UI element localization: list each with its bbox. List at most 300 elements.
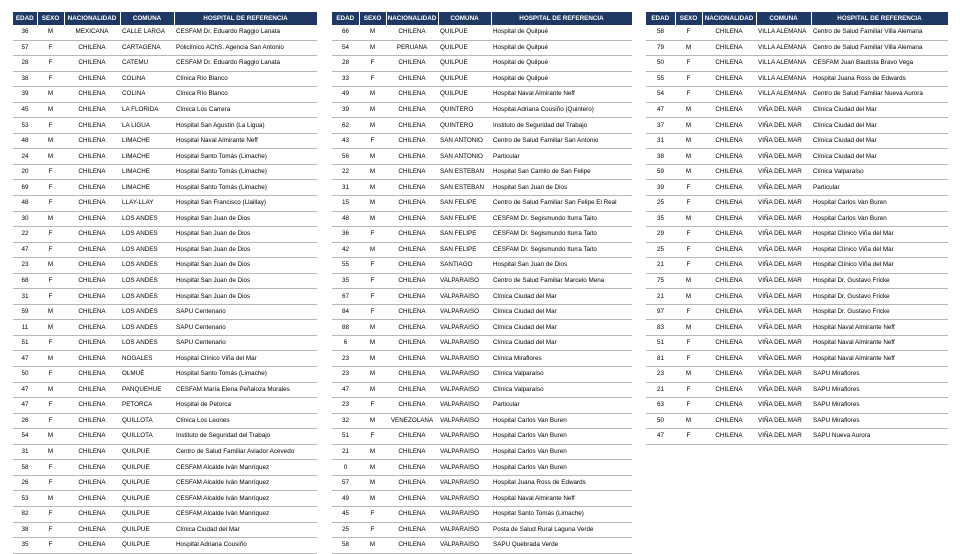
nacionalidad-cell: CHILENA (702, 102, 756, 118)
sexo-cell: M (37, 211, 64, 227)
table-row (13, 351, 317, 367)
edad-cell: 55 (332, 258, 359, 274)
comuna-cell: QUILPUE (438, 40, 491, 56)
sexo-cell: F (37, 180, 64, 196)
comuna-cell: QUILPUE (120, 506, 174, 522)
table-row (13, 320, 317, 336)
sexo-cell: M (37, 87, 64, 103)
table-row (13, 25, 317, 40)
table-row (13, 491, 317, 507)
edad-cell: 23 (13, 258, 37, 274)
comuna-cell: VALPARAISO (438, 460, 491, 476)
comuna-cell: VALPARAISO (438, 320, 491, 336)
table-row (332, 211, 632, 227)
nacionalidad-cell: CHILENA (386, 506, 438, 522)
comuna-cell: VALPARAISO (438, 351, 491, 367)
nacionalidad-cell: CHILENA (386, 102, 438, 118)
sexo-cell: F (359, 522, 386, 538)
hospital-cell: Clínica Ciudad del Mar (811, 133, 948, 149)
table-row (646, 40, 948, 56)
comuna-cell: QUILPUE (120, 475, 174, 491)
edad-cell: 42 (332, 242, 359, 258)
hospital-cell: SAPU Miraflores (811, 413, 948, 429)
edad-cell: 59 (13, 304, 37, 320)
edad-cell: 48 (13, 133, 37, 149)
edad-cell: 50 (646, 56, 675, 72)
edad-cell: 53 (13, 118, 37, 134)
sexo-cell: F (359, 56, 386, 72)
hospital-cell: CESFAM Alcalde Iván Manríquez (174, 475, 317, 491)
comuna-cell: VIÑA DEL MAR (756, 382, 811, 398)
nacionalidad-cell: CHILENA (64, 304, 120, 320)
nacionalidad-cell: CHILENA (64, 320, 120, 336)
edad-cell: 53 (13, 491, 37, 507)
hospital-cell: Hospital de Quilpué (491, 25, 632, 40)
hospital-cell: Centro de Salud Familiar San Felipe El Real (491, 196, 632, 212)
nacionalidad-cell: CHILENA (386, 227, 438, 243)
comuna-cell: VALPARAISO (438, 335, 491, 351)
table-row (646, 429, 948, 445)
comuna-cell: QUILLOTA (120, 413, 174, 429)
comuna-cell: VIÑA DEL MAR (756, 180, 811, 196)
edad-cell: 22 (332, 164, 359, 180)
nacionalidad-cell: CHILENA (386, 273, 438, 289)
nacionalidad-cell: CHILENA (386, 180, 438, 196)
table-row (332, 258, 632, 274)
edad-cell: 26 (13, 475, 37, 491)
edad-cell: 11 (13, 320, 37, 336)
sexo-cell: F (675, 180, 702, 196)
edad-cell: 38 (13, 522, 37, 538)
table-row (13, 429, 317, 445)
comuna-cell: VALPARAISO (438, 506, 491, 522)
hospital-cell: SAPU Quebrada Verde (491, 538, 632, 554)
table-row (332, 335, 632, 351)
hospital-cell: Hospital Adriana Cousiño (Quintero) (491, 102, 632, 118)
nacionalidad-cell: CHILENA (64, 242, 120, 258)
hospital-cell: Centro de Salud Familiar Villa Alemana (811, 40, 948, 56)
edad-cell: 30 (13, 211, 37, 227)
hospital-cell: Hospital Naval Almirante Neff (811, 351, 948, 367)
edad-cell: 15 (332, 196, 359, 212)
hospital-cell: Hospital de Quilpué (491, 40, 632, 56)
table-row (332, 196, 632, 212)
nacionalidad-cell: CHILENA (386, 351, 438, 367)
table-row (646, 56, 948, 72)
sexo-cell: M (675, 102, 702, 118)
table-row (646, 164, 948, 180)
edad-cell: 23 (332, 351, 359, 367)
comuna-cell: VIÑA DEL MAR (756, 211, 811, 227)
comuna-cell: VILLA ALEMANA (756, 56, 811, 72)
hospital-cell: Hospital Naval Almirante Neff (491, 87, 632, 103)
edad-cell: 20 (13, 164, 37, 180)
nacionalidad-cell: CHILENA (386, 289, 438, 305)
comuna-cell: VIÑA DEL MAR (756, 196, 811, 212)
hospital-cell: Clínica Ciudad del Mar (811, 102, 948, 118)
nacionalidad-cell: CHILENA (64, 335, 120, 351)
sexo-cell: M (359, 149, 386, 165)
edad-cell: 47 (332, 382, 359, 398)
nacionalidad-cell: CHILENA (702, 398, 756, 414)
nacionalidad-cell: CHILENA (702, 382, 756, 398)
sexo-cell: F (675, 429, 702, 445)
hospital-cell: CESFAM Dr. Segismundo Iturra Taito (491, 242, 632, 258)
nacionalidad-cell: CHILENA (386, 538, 438, 554)
edad-cell: 51 (646, 335, 675, 351)
hospital-cell: SAPU Centenario (174, 335, 317, 351)
sexo-cell: M (37, 258, 64, 274)
sexo-cell: M (359, 460, 386, 476)
edad-cell: 6 (332, 335, 359, 351)
table-row (646, 304, 948, 320)
hospital-cell: Hospital de Quilpué (491, 71, 632, 87)
comuna-cell: VIÑA DEL MAR (756, 289, 811, 305)
hospital-cell: Hospital de Petorca (174, 398, 317, 414)
sexo-cell: M (37, 351, 64, 367)
table-row (13, 164, 317, 180)
edad-header: EDAD (332, 12, 359, 25)
hospital-cell: Hospital Adriana Cousiño (174, 538, 317, 554)
edad-cell: 47 (13, 351, 37, 367)
edad-cell: 84 (332, 304, 359, 320)
table-row (13, 133, 317, 149)
hospital-cell: SAPU Miraflores (811, 382, 948, 398)
sexo-cell: M (359, 367, 386, 383)
edad-cell: 62 (332, 118, 359, 134)
hospital-cell: Hospital Clínico Viña del Mar (811, 227, 948, 243)
hospital-cell: CESFAM Juan Bautista Bravo Vega (811, 56, 948, 72)
sexo-cell: F (359, 258, 386, 274)
sexo-cell: M (359, 87, 386, 103)
comuna-cell: VIÑA DEL MAR (756, 242, 811, 258)
table-row (332, 149, 632, 165)
nacionalidad-cell: CHILENA (64, 460, 120, 476)
comuna-cell: PETORCA (120, 398, 174, 414)
comuna-header: COMUNA (438, 12, 491, 25)
hospital-cell: Hospital Santo Tomás (Limache) (174, 180, 317, 196)
sexo-cell: F (37, 413, 64, 429)
table-header (332, 12, 632, 25)
edad-cell: 54 (332, 40, 359, 56)
nacionalidad-cell: CHILENA (702, 164, 756, 180)
table-row (13, 335, 317, 351)
nacionalidad-cell: CHILENA (702, 149, 756, 165)
table-row (13, 87, 317, 103)
nacionalidad-cell: CHILENA (64, 273, 120, 289)
nacionalidad-header: NACIONALIDAD (702, 12, 756, 25)
nacionalidad-cell: CHILENA (64, 538, 120, 554)
comuna-cell: CARTAGENA (120, 40, 174, 56)
sexo-cell: F (359, 289, 386, 305)
edad-cell: 22 (13, 227, 37, 243)
table-row (13, 289, 317, 305)
nacionalidad-cell: CHILENA (386, 242, 438, 258)
comuna-cell: VILLA ALEMANA (756, 40, 811, 56)
hospital-cell: Clínica Los Leones (174, 413, 317, 429)
table-row (332, 444, 632, 460)
edad-cell: 51 (13, 335, 37, 351)
hospital-cell: Hospital San Juan de Dios (491, 180, 632, 196)
edad-cell: 31 (332, 180, 359, 196)
table-row (332, 227, 632, 243)
edad-cell: 45 (13, 102, 37, 118)
nacionalidad-cell: CHILENA (386, 367, 438, 383)
comuna-cell: PANQUEHUE (120, 382, 174, 398)
sexo-cell: F (37, 118, 64, 134)
edad-cell: 21 (332, 444, 359, 460)
comuna-cell: LOS ANDES (120, 211, 174, 227)
nacionalidad-cell: CHILENA (386, 398, 438, 414)
table-row (13, 398, 317, 414)
table-row (13, 242, 317, 258)
sexo-cell: M (675, 164, 702, 180)
nacionalidad-cell: CHILENA (64, 56, 120, 72)
comuna-cell: QUILPUE (120, 538, 174, 554)
hospital-cell: Clínica Ciudad del Mar (491, 289, 632, 305)
table-row (332, 273, 632, 289)
comuna-cell: LIMACHE (120, 133, 174, 149)
sexo-cell: M (37, 382, 64, 398)
sexo-cell: F (675, 71, 702, 87)
hospital-header: HOSPITAL DE REFERENCIA (174, 12, 317, 25)
sexo-cell: M (359, 475, 386, 491)
comuna-cell: VIÑA DEL MAR (756, 164, 811, 180)
edad-cell: 31 (646, 133, 675, 149)
table-row (332, 71, 632, 87)
edad-cell: 47 (646, 102, 675, 118)
table-row (13, 56, 317, 72)
edad-cell: 25 (646, 196, 675, 212)
edad-cell: 43 (332, 133, 359, 149)
edad-cell: 32 (332, 413, 359, 429)
edad-cell: 0 (332, 460, 359, 476)
hospital-cell: CESFAM Alcalde Iván Manríquez (174, 491, 317, 507)
sexo-cell: F (359, 71, 386, 87)
table-row (332, 367, 632, 383)
table-row (646, 149, 948, 165)
table-row (13, 180, 317, 196)
edad-cell: 50 (646, 413, 675, 429)
sexo-cell: F (675, 242, 702, 258)
nacionalidad-cell: CHILENA (702, 429, 756, 445)
nacionalidad-cell: CHILENA (64, 40, 120, 56)
nacionalidad-cell: CHILENA (64, 522, 120, 538)
edad-cell: 25 (646, 242, 675, 258)
table-row (13, 367, 317, 383)
sexo-cell: F (359, 398, 386, 414)
nacionalidad-cell: CHILENA (702, 56, 756, 72)
edad-cell: 47 (13, 242, 37, 258)
hospital-cell: Hospital Clínico Viña del Mar (174, 351, 317, 367)
hospital-cell: Centro de Salud Familiar Marcelo Mena (491, 273, 632, 289)
hospital-header: HOSPITAL DE REFERENCIA (811, 12, 948, 25)
comuna-cell: VALPARAISO (438, 398, 491, 414)
hospital-cell: Particular (491, 398, 632, 414)
hospital-cell: Hospital San Agustín (La Ligua) (174, 118, 317, 134)
comuna-cell: CALLE LARGA (120, 25, 174, 40)
sexo-cell: M (359, 382, 386, 398)
edad-cell: 21 (646, 258, 675, 274)
sexo-cell: M (37, 444, 64, 460)
comuna-cell: QUINTERO (438, 102, 491, 118)
hospital-cell: Hospital Santo Tomás (Limache) (174, 149, 317, 165)
comuna-cell: LOS ANDES (120, 242, 174, 258)
comuna-cell: VALPARAISO (438, 382, 491, 398)
sexo-cell: F (675, 25, 702, 40)
table-row (332, 506, 632, 522)
table-row (13, 538, 317, 554)
comuna-cell: VIÑA DEL MAR (756, 133, 811, 149)
hospital-cell: Clínica Ciudad del Mar (491, 304, 632, 320)
edad-cell: 23 (332, 398, 359, 414)
hospital-cell: Hospital San Juan de Dios (174, 211, 317, 227)
sexo-cell: F (359, 506, 386, 522)
nacionalidad-cell: CHILENA (702, 87, 756, 103)
nacionalidad-cell: CHILENA (386, 118, 438, 134)
sexo-cell: M (37, 304, 64, 320)
comuna-cell: SAN ANTONIO (438, 149, 491, 165)
edad-cell: 58 (646, 25, 675, 40)
hospital-cell: Hospital Juana Ross de Edwards (811, 71, 948, 87)
hospital-cell: CESFAM Dr. Segismundo Iturra Taito (491, 211, 632, 227)
hospital-cell: Clínica Ciudad del Mar (811, 149, 948, 165)
edad-cell: 36 (332, 227, 359, 243)
hospital-cell: Particular (491, 149, 632, 165)
nacionalidad-cell: CHILENA (702, 133, 756, 149)
table-row (646, 413, 948, 429)
hospital-cell: Hospital San Juan de Dios (174, 273, 317, 289)
table-row (332, 118, 632, 134)
nacionalidad-cell: CHILENA (386, 211, 438, 227)
comuna-cell: VALPARAISO (438, 444, 491, 460)
comuna-cell: LIMACHE (120, 180, 174, 196)
table-row (646, 273, 948, 289)
sexo-cell: M (675, 149, 702, 165)
sexo-cell: M (359, 118, 386, 134)
nacionalidad-header: NACIONALIDAD (386, 12, 438, 25)
edad-cell: 29 (646, 227, 675, 243)
hospital-cell: Clínica Valparaíso (491, 382, 632, 398)
sexo-cell: F (37, 506, 64, 522)
sexo-cell: M (359, 491, 386, 507)
table-row (13, 413, 317, 429)
hospital-cell: Hospital Carlos Van Buren (811, 211, 948, 227)
hospital-cell: Hospital Naval Almirante Neff (491, 491, 632, 507)
edad-cell: 83 (646, 320, 675, 336)
edad-cell: 25 (332, 522, 359, 538)
hospital-cell: Particular (811, 180, 948, 196)
sexo-cell: F (675, 382, 702, 398)
edad-cell: 56 (332, 149, 359, 165)
table-row (13, 475, 317, 491)
hospital-cell: Hospital San Camilo de San Felipe (491, 164, 632, 180)
sexo-cell: F (675, 398, 702, 414)
nacionalidad-cell: CHILENA (386, 25, 438, 40)
nacionalidad-cell: CHILENA (386, 460, 438, 476)
table-row (332, 475, 632, 491)
hospital-cell: Centro de Salud Familiar Aviador Acevedo (174, 444, 317, 460)
nacionalidad-cell: CHILENA (702, 258, 756, 274)
edad-cell: 31 (13, 289, 37, 305)
table-row (646, 118, 948, 134)
sexo-cell: F (37, 538, 64, 554)
cases-table-2 (332, 12, 633, 554)
hospital-cell: CESFAM Alcalde Iván Manríquez (174, 460, 317, 476)
edad-cell: 35 (332, 273, 359, 289)
nacionalidad-cell: CHILENA (386, 382, 438, 398)
table-row (332, 429, 632, 445)
comuna-cell: VALPARAISO (438, 475, 491, 491)
edad-cell: 63 (646, 398, 675, 414)
nacionalidad-cell: CHILENA (64, 227, 120, 243)
sexo-cell: M (359, 211, 386, 227)
comuna-cell: VIÑA DEL MAR (756, 258, 811, 274)
edad-cell: 81 (646, 351, 675, 367)
comuna-cell: SAN ESTEBAN (438, 180, 491, 196)
edad-cell: 24 (13, 149, 37, 165)
hospital-cell: CESFAM Dr. Eduardo Raggio Lanata (174, 56, 317, 72)
cases-table-3 (646, 12, 949, 445)
hospital-cell: SAPU Nueva Aurora (811, 429, 948, 445)
comuna-cell: VIÑA DEL MAR (756, 398, 811, 414)
nacionalidad-cell: CHILENA (64, 118, 120, 134)
nacionalidad-cell: CHILENA (64, 258, 120, 274)
edad-cell: 51 (332, 429, 359, 445)
comuna-cell: VALPARAISO (438, 273, 491, 289)
nacionalidad-cell: CHILENA (64, 289, 120, 305)
sexo-cell: M (359, 25, 386, 40)
edad-cell: 21 (646, 289, 675, 305)
sexo-cell: F (675, 227, 702, 243)
sexo-cell: M (359, 196, 386, 212)
table-row (332, 102, 632, 118)
nacionalidad-cell: CHILENA (64, 351, 120, 367)
comuna-cell: VIÑA DEL MAR (756, 351, 811, 367)
sexo-cell: M (359, 102, 386, 118)
hospital-cell: Policlínico AChS. Agencia San Antonio (174, 40, 317, 56)
nacionalidad-cell: CHILENA (386, 491, 438, 507)
edad-cell: 28 (332, 56, 359, 72)
table-row (332, 133, 632, 149)
hospital-cell: SAPU Miraflores (811, 367, 948, 383)
nacionalidad-cell: CHILENA (702, 242, 756, 258)
hospital-cell: Posta de Salud Rural Laguna Verde (491, 522, 632, 538)
table-row (646, 335, 948, 351)
hospital-cell: Hospital Santo Tomás (Limache) (174, 164, 317, 180)
edad-cell: 38 (13, 71, 37, 87)
sexo-cell: F (37, 289, 64, 305)
nacionalidad-cell: CHILENA (386, 258, 438, 274)
edad-cell: 97 (646, 304, 675, 320)
nacionalidad-cell: CHILENA (386, 196, 438, 212)
sexo-cell: M (675, 413, 702, 429)
hospital-cell: Hospital San Francisco (Llaillay) (174, 196, 317, 212)
nacionalidad-cell: MEXICANA (64, 25, 120, 40)
sexo-cell: F (37, 335, 64, 351)
sexo-cell: M (675, 273, 702, 289)
sexo-cell: F (37, 273, 64, 289)
edad-cell: 21 (646, 382, 675, 398)
hospital-cell: Clínica Ciudad del Mar (174, 522, 317, 538)
comuna-cell: LOS ANDES (120, 258, 174, 274)
nacionalidad-cell: CHILENA (386, 475, 438, 491)
edad-cell: 48 (332, 211, 359, 227)
comuna-cell: VIÑA DEL MAR (756, 335, 811, 351)
sexo-cell: M (37, 320, 64, 336)
hospital-cell: Clínica Ciudad del Mar (811, 118, 948, 134)
edad-cell: 39 (646, 180, 675, 196)
